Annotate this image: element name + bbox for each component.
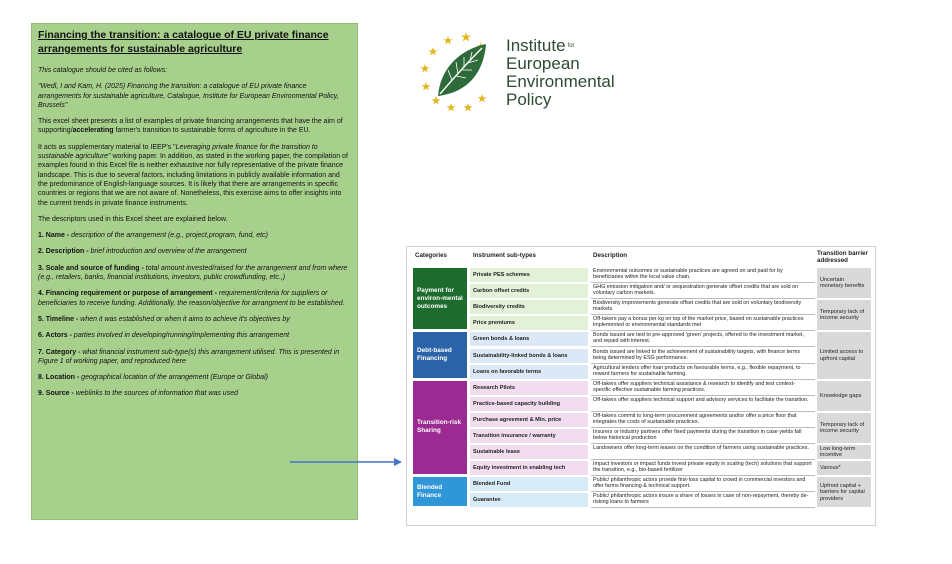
descriptor-label: 6. Actors - bbox=[38, 332, 74, 340]
descriptor-item bbox=[38, 231, 351, 240]
arrow-icon bbox=[290, 455, 402, 469]
description-cell: Public/ philanthropic actors insure a share of losses in case of non-repayment, thereby de-risking loans to farmers bbox=[591, 493, 815, 508]
context-part2: working paper. In addition, as stated in the working paper, the compilation of examples found in this Excel file is neither exhaustive nor fully representative of the private finance landscape. This is due to several factors, including limitations in publicly available information and the predominance of English-language sources. It is likely that there are arrangements in specific countries or regions that we are not aware of. Nonetheless, this exercise aims to offer insights into the current trends in private finance instruments. bbox=[38, 153, 348, 207]
description-cell: Insurers or industry partners offer fixed payments during the transition in case yields fall below historical production bbox=[591, 429, 815, 444]
descriptor-item bbox=[38, 247, 351, 256]
descriptor-text: description of the arrangement (e.g., project,program, fund, etc) bbox=[71, 232, 268, 240]
descriptor-text: what financial instrument sub-type(s) this arrangement utilised. This is presented in Figure 1 of working paper, and reproduced here bbox=[38, 348, 340, 365]
description-cell: Off-takers pay a bonus per kg on top of the market price, based on sustainable practices implemented or environmental standards met bbox=[591, 316, 815, 331]
subtype-cell: Loans on favorable terms bbox=[470, 365, 588, 379]
description-cell: Agricultural lenders offer loan products on favourable terms, e.g., flexible repayment, to reward farmers for sustainable farming. bbox=[591, 365, 815, 380]
descriptor-item bbox=[38, 289, 351, 308]
descriptor-label: 7. Category - bbox=[38, 348, 83, 356]
description-cell: Environmental outcomes or sustainable practices are agreed on and paid for by beneficiaries within the local value chain. bbox=[591, 268, 815, 283]
description-cell: Bonds issued are linked to the achievement of sustainability targets, with finance terms being determined by ESG performance. bbox=[591, 349, 815, 364]
intro-part2: farmer's transition to sustainable forms of agriculture in the EU. bbox=[113, 127, 311, 135]
description-cell: Biodiversity improvements generate offset credits that are sold on voluntary biodiversity markets. bbox=[591, 300, 815, 315]
catalogue-title: Financing the transition: a catalogue of EU private finance arrangements for sustainable agriculture bbox=[38, 29, 329, 55]
intro-part1: This excel sheet presents a list of examples of private financing arrangements that have the aim of supporting/ bbox=[38, 118, 343, 135]
context-part1: It acts as supplementary material to IEEP's " bbox=[38, 143, 176, 151]
intro-bold: accelerating bbox=[72, 127, 114, 135]
description-cell: Landowners offer long-term leases on the condition of farmers using sustainable practices. bbox=[591, 445, 815, 460]
logo-line-policy: Policy bbox=[506, 90, 552, 109]
subtype-cell: Transition insurance / warranty bbox=[470, 429, 588, 443]
context-italic: Leveraging private finance for the transition to sustainable agriculture" bbox=[38, 143, 318, 161]
subtype-cell: Sustainable lease bbox=[470, 445, 588, 459]
subtype-cell: Research Pilots bbox=[470, 381, 588, 395]
descriptor-label: 9. Source - bbox=[38, 390, 76, 398]
descriptor-text: requirement/criteria for suppliers or beneficiaries to receive funding. Additionally, the reason/objective for arrangment to be established. bbox=[38, 290, 345, 307]
header-categories: Categories bbox=[415, 252, 447, 259]
description-cell: Off-takers commit to long-term procurement agreements and/or offer a price floor that integrates the costs of sustainable practices. bbox=[591, 413, 815, 428]
description-cell: Bonds issued are tied to pre-approved 'green' projects, offered to the investment market, and repaid with interest. bbox=[591, 332, 815, 347]
category-cell: Blended Finance bbox=[413, 477, 467, 506]
barrier-cell: Low long-term incentive bbox=[817, 445, 871, 459]
barrier-cell: Temporary lack of income security bbox=[817, 300, 871, 330]
catalogue-intro-panel bbox=[31, 23, 358, 520]
descriptor-item bbox=[38, 264, 351, 283]
barrier-cell: Various* bbox=[817, 461, 871, 475]
subtype-cell: Equity investment in enabling tech bbox=[470, 461, 588, 475]
subtype-cell: Private PES schemes bbox=[470, 268, 588, 282]
subtype-cell: Biodiversity credits bbox=[470, 300, 588, 314]
descriptor-item bbox=[38, 389, 351, 398]
descriptor-item bbox=[38, 331, 351, 340]
logo-line-european: European bbox=[506, 54, 580, 73]
description-cell: Public/ philanthropic actors provide first-loss capital to crowd in commercial investors and offer farms financing & technical support. bbox=[591, 477, 815, 492]
instrument-table-figure bbox=[406, 246, 876, 526]
description-cell: Off-takers offer suppliers technical assistance & research to identify and test context-specific effective sustainable farming practices. bbox=[591, 381, 815, 396]
descriptor-text: brief introduction and overview of the arrangement bbox=[90, 248, 247, 256]
intro-paragraph bbox=[38, 117, 351, 136]
subtype-cell: Green bonds & loans bbox=[470, 332, 588, 346]
subtype-cell: Purchase agreement & Min. price bbox=[470, 413, 588, 427]
subtype-cell: Carbon offset credits bbox=[470, 284, 588, 298]
descriptor-item bbox=[38, 348, 351, 367]
barrier-cell: Uncertain monetary benefits bbox=[817, 268, 871, 298]
descriptor-list bbox=[38, 231, 351, 399]
logo-text bbox=[506, 37, 615, 109]
barrier-cell: Limited access to upfront capital bbox=[817, 332, 871, 378]
logo-for: for bbox=[567, 43, 575, 49]
subtype-cell: Sustainability-linked bonds & loans bbox=[470, 349, 588, 363]
description-cell: GHG emission mitigation and/ or sequestration generate offset credits that are sold on voluntary carbon markets. bbox=[591, 284, 815, 299]
context-paragraph bbox=[38, 143, 351, 208]
descriptor-label: 3. Scale and source of funding - bbox=[38, 264, 146, 272]
descriptor-text: total amount invested/raised for the arrangement and from where (e.g., retailers, banks, financial institutions, investors, public crowdfunding, etc.,) bbox=[38, 264, 348, 282]
barrier-cell: Temporary lack of income security bbox=[817, 413, 871, 443]
citation-text: "Wedl, I and Kam, H. (2025) Financing the transition: a catalogue of EU private finance arrangements for sustainable agriculture, Catalogue, Institute for European Environmental Policy, Brussels" bbox=[38, 83, 339, 109]
descriptor-text: when it was established or when it aims to achieve it's objectives by bbox=[80, 315, 290, 323]
descriptor-text: geographical location of the arrangement (Europe or Global) bbox=[81, 374, 268, 382]
descriptor-label: 2. Description - bbox=[38, 248, 91, 256]
subtype-cell: Practice-based capacity building bbox=[470, 397, 588, 411]
descriptor-label: 1. Name - bbox=[38, 232, 72, 240]
subtype-cell: Price premiums bbox=[470, 316, 588, 330]
description-cell: Impact investors or impact funds invest private equity in scaling (tech) solutions that support the transition, e.g., bio-based fertilizer bbox=[591, 461, 815, 476]
descriptors-intro: The descriptors used in this Excel sheet are explained below. bbox=[38, 215, 228, 223]
descriptor-label: 4. Financing requirement or purpose of arrangement - bbox=[38, 290, 219, 298]
cite-intro: This catalogue should be cited as follows: bbox=[38, 67, 168, 74]
descriptor-label: 5. Timeline - bbox=[38, 315, 81, 323]
header-barrier: Transition barrier addressed bbox=[817, 250, 868, 264]
descriptor-label: 8. Location - bbox=[38, 374, 82, 382]
descriptor-text: parties involved in developing/running/implementing this arrangement bbox=[73, 332, 290, 340]
barrier-cell: Knowledge gaps bbox=[817, 381, 871, 411]
logo-institute: Institute bbox=[506, 36, 566, 55]
subtype-cell: Guarantee bbox=[470, 493, 588, 507]
descriptor-item bbox=[38, 315, 351, 324]
descriptor-item bbox=[38, 373, 351, 382]
header-subtypes: Instrument sub-types bbox=[473, 252, 536, 259]
header-description: Description bbox=[593, 252, 628, 259]
subtype-cell: Blended Fund bbox=[470, 477, 588, 491]
logo-line-institute bbox=[506, 37, 615, 55]
category-cell: Transition-risk Sharing bbox=[413, 381, 467, 475]
description-cell: Off-takers offer suppliers technical support and advisory services to facilitate the transition. bbox=[591, 397, 815, 412]
category-cell: Debt-based Financing bbox=[413, 332, 467, 377]
category-cell: Payment for environ-mental outcomes bbox=[413, 268, 467, 329]
logo-line-environmental: Environmental bbox=[506, 72, 615, 91]
descriptor-text: weblinks to the sources of information that was used bbox=[75, 390, 238, 398]
barrier-cell: Upfront capital + barriers for capital providers bbox=[817, 477, 871, 507]
